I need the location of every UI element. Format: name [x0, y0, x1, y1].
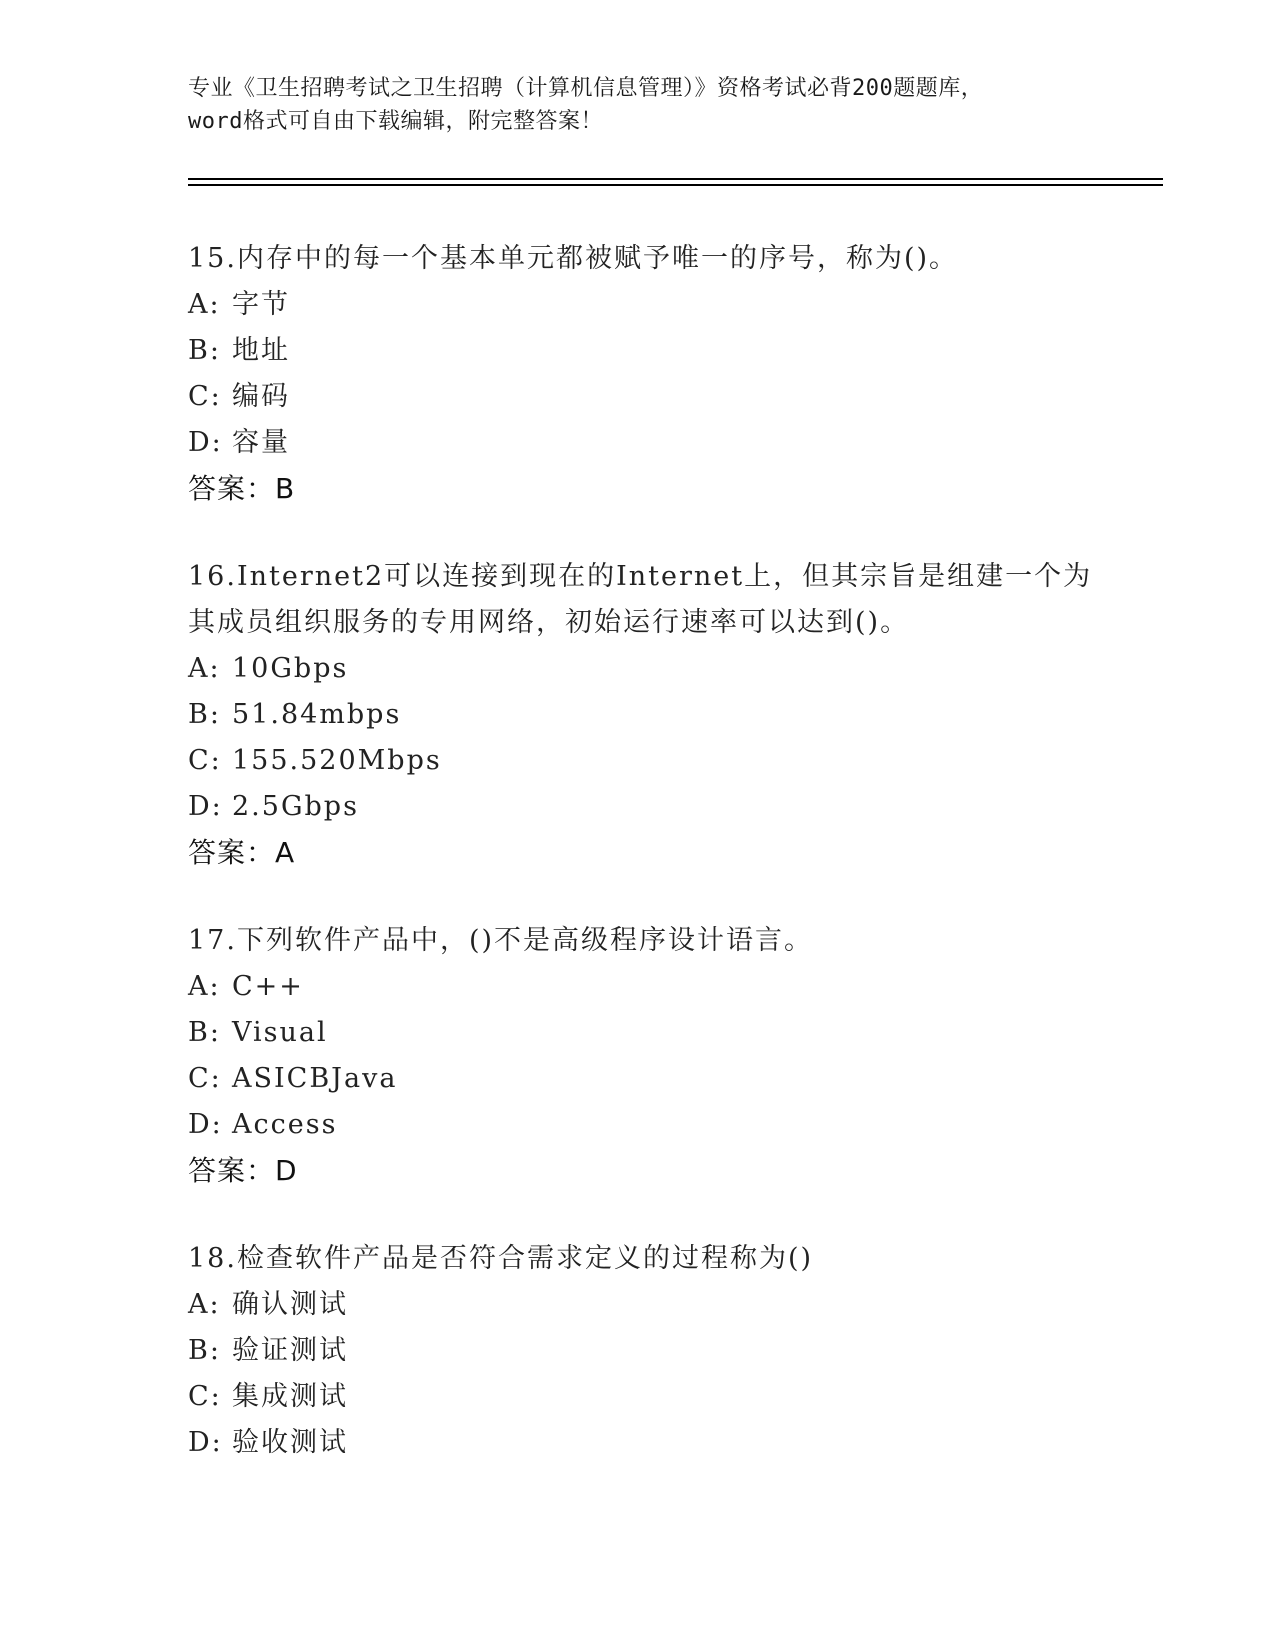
question-stem	[188, 1236, 1088, 1282]
question-stem-line: 17.下列软件产品中，()不是高级程序设计语言。	[188, 925, 814, 956]
answer-line: 答案：D	[188, 1154, 298, 1187]
option-text: 编码	[232, 381, 290, 412]
option-text: 2.5Gbps	[232, 791, 359, 822]
option-key: A:	[188, 653, 221, 684]
option-text: Access	[232, 1109, 338, 1140]
option-b	[188, 328, 1088, 374]
option-text: 51.84mbps	[232, 699, 402, 730]
option-text: 10Gbps	[232, 653, 349, 684]
option-text: Visual	[232, 1017, 328, 1048]
option-c	[188, 738, 1088, 784]
answer-line: 答案：B	[188, 472, 296, 505]
question-list	[188, 236, 1093, 1508]
option-key: B:	[188, 699, 221, 730]
document-header	[188, 72, 1088, 138]
option-key: B:	[188, 1335, 221, 1366]
option-a	[188, 646, 1088, 692]
option-text: 确认测试	[232, 1289, 348, 1320]
header-line-1: 专业《卫生招聘考试之卫生招聘（计算机信息管理）》资格考试必背200题题库，	[188, 76, 984, 101]
option-text: 155.520Mbps	[232, 745, 442, 776]
question-stem-line: 16.Internet2可以连接到现在的Internet上，但其宗旨是组建一个为	[188, 561, 1093, 592]
question-item	[188, 554, 1093, 876]
option-key: B:	[188, 335, 221, 366]
option-key: D:	[188, 791, 223, 822]
option-d	[188, 1102, 1088, 1148]
option-c	[188, 374, 1088, 420]
option-text: 地址	[232, 335, 290, 366]
header-line-2: word格式可自由下载编辑，附完整答案！	[188, 109, 603, 134]
option-key: C:	[188, 1063, 222, 1094]
answer-line: 答案：A	[188, 836, 296, 869]
option-d	[188, 784, 1088, 830]
option-c	[188, 1056, 1088, 1102]
option-b	[188, 1010, 1088, 1056]
question-item	[188, 1236, 1088, 1466]
option-text: 容量	[232, 427, 290, 458]
question-stem	[188, 918, 1088, 964]
question-stem-line: 18.检查软件产品是否符合需求定义的过程称为()	[188, 1243, 814, 1274]
header-divider-bottom	[188, 184, 1163, 186]
option-key: D:	[188, 1427, 223, 1458]
question-stem	[188, 554, 1093, 646]
option-c	[188, 1374, 1088, 1420]
question-stem-line: 其成员组织服务的专用网络，初始运行速率可以达到()。	[188, 607, 910, 638]
option-key: C:	[188, 381, 222, 412]
option-text: 字节	[232, 289, 290, 320]
option-a	[188, 1282, 1088, 1328]
header-divider-top	[188, 178, 1163, 180]
question-stem-line: 15.内存中的每一个基本单元都被赋予唯一的序号，称为()。	[188, 243, 959, 274]
question-item	[188, 918, 1088, 1194]
option-text: ASICBJava	[232, 1063, 398, 1094]
option-d	[188, 1420, 1088, 1466]
question-stem	[188, 236, 1088, 282]
option-text: 集成测试	[232, 1381, 348, 1412]
option-d	[188, 420, 1088, 466]
option-key: D:	[188, 1109, 223, 1140]
option-key: A:	[188, 971, 221, 1002]
option-key: D:	[188, 427, 223, 458]
question-item	[188, 236, 1088, 512]
option-key: B:	[188, 1017, 221, 1048]
option-key: A:	[188, 289, 221, 320]
option-text: 验证测试	[232, 1335, 348, 1366]
option-a	[188, 282, 1088, 328]
option-b	[188, 1328, 1088, 1374]
option-a	[188, 964, 1088, 1010]
option-key: C:	[188, 745, 222, 776]
option-b	[188, 692, 1088, 738]
option-text: C++	[232, 971, 304, 1002]
option-text: 验收测试	[232, 1427, 348, 1458]
option-key: C:	[188, 1381, 222, 1412]
option-key: A:	[188, 1289, 221, 1320]
